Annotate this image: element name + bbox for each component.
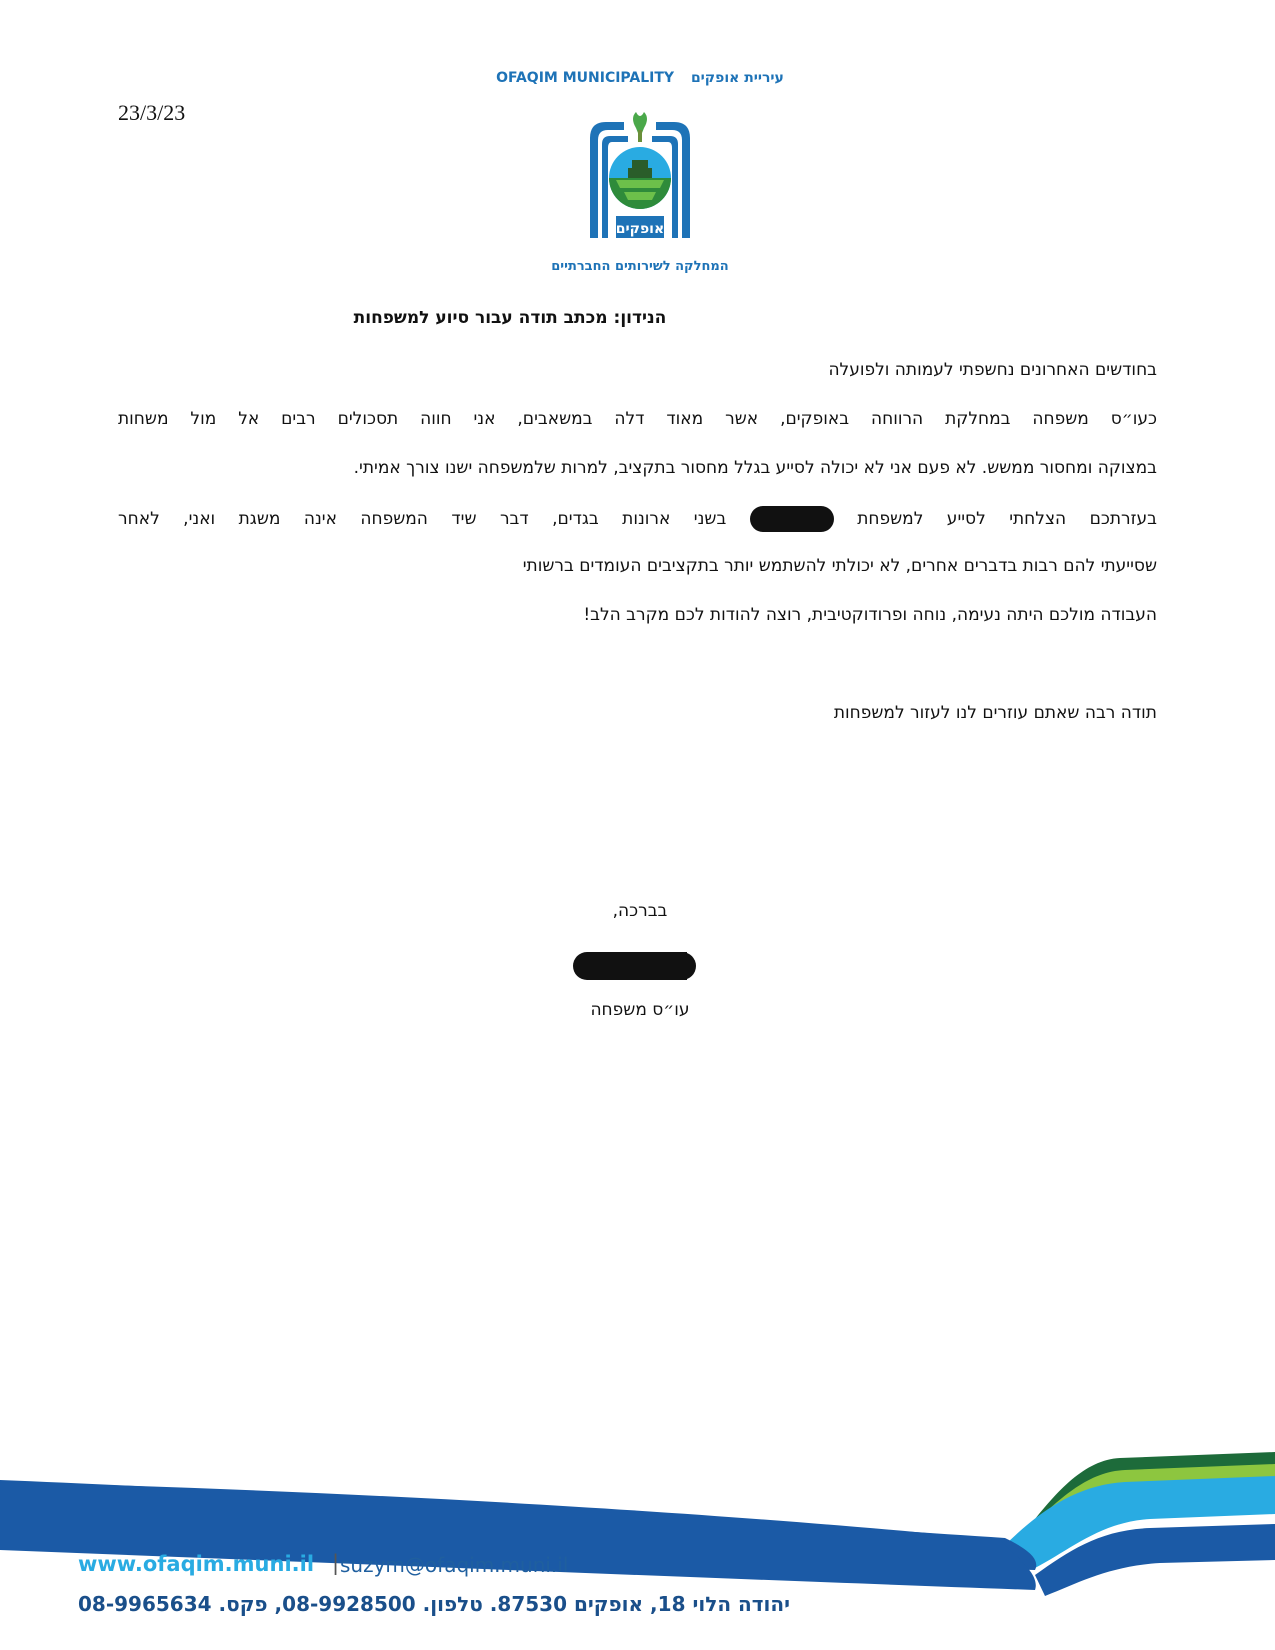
department-name: המחלקה לשירותים החברתיים [551, 259, 729, 274]
body-line-7: תודה רבה שאתם עוזרים לנו לעזור למשפחות [833, 703, 1157, 723]
municipality-emblem-icon [580, 108, 700, 248]
body-line-4-end: בשני ארונות בגדים, דבר שיד המשפחה אינה משגת ואני, לאחר [118, 509, 727, 529]
letter-date: 23/3/23 [118, 100, 186, 125]
closing-greeting: בברכה, [612, 901, 668, 921]
municipality-hebrew-name: עיריית אופקים [690, 70, 784, 86]
municipality-header [480, 70, 800, 86]
footer-separator: | [332, 1551, 340, 1575]
redacted-signature [572, 951, 703, 981]
redacted-name [750, 506, 834, 532]
footer-address: יהודה הלוי 18, אופקים 87530. טלפון. 08-9928500, פקס. 08-9965634 [78, 1592, 791, 1616]
body-line-4 [118, 506, 1157, 532]
footer-website-link[interactable]: www.ofaqim.muni.il [78, 1552, 315, 1576]
body-line-5: שסייעתי להם רבות בדברים אחרים, לא יכולתי להשתמש יותר בתקציבים העומדים ברשותי [522, 556, 1157, 576]
body-line-2: כעו״ס משפחה במחלקת הרווחה באופקים, אשר מאוד דלה במשאבים, אני חווה תסכולים רבים אל מול משחות [118, 409, 1157, 429]
body-line-4-start: בעזרתכם הצלחתי לסייע למשפחת [857, 509, 1157, 529]
footer-email-link[interactable]: suzym@ofaqim.muni.il [340, 1553, 569, 1577]
emblem-text: אופקים [615, 221, 665, 237]
body-line-6: העבודה מולכם היתה נעימה, נוחה ופרודוקטיבית, רוצה להודות לכם מקרב הלב! [583, 605, 1157, 625]
body-line-1: בחודשים האחרונים נחשפתי לעמותה ולפועלה [828, 360, 1157, 380]
body-line-3: במצוקה ומחסור ממשש. לא פעם אני לא יכולה לסייע בגלל מחסור בתקציב, למרות שלמשפחה ישנו צורך אמיתי. [353, 458, 1157, 478]
municipality-english-name: OFAQIM MUNICIPALITY [496, 70, 675, 86]
signer-title: עו״ס משפחה [590, 1000, 690, 1020]
letter-subject: הנידון: מכתב תודה עבור סיוע למשפחות [353, 308, 667, 328]
